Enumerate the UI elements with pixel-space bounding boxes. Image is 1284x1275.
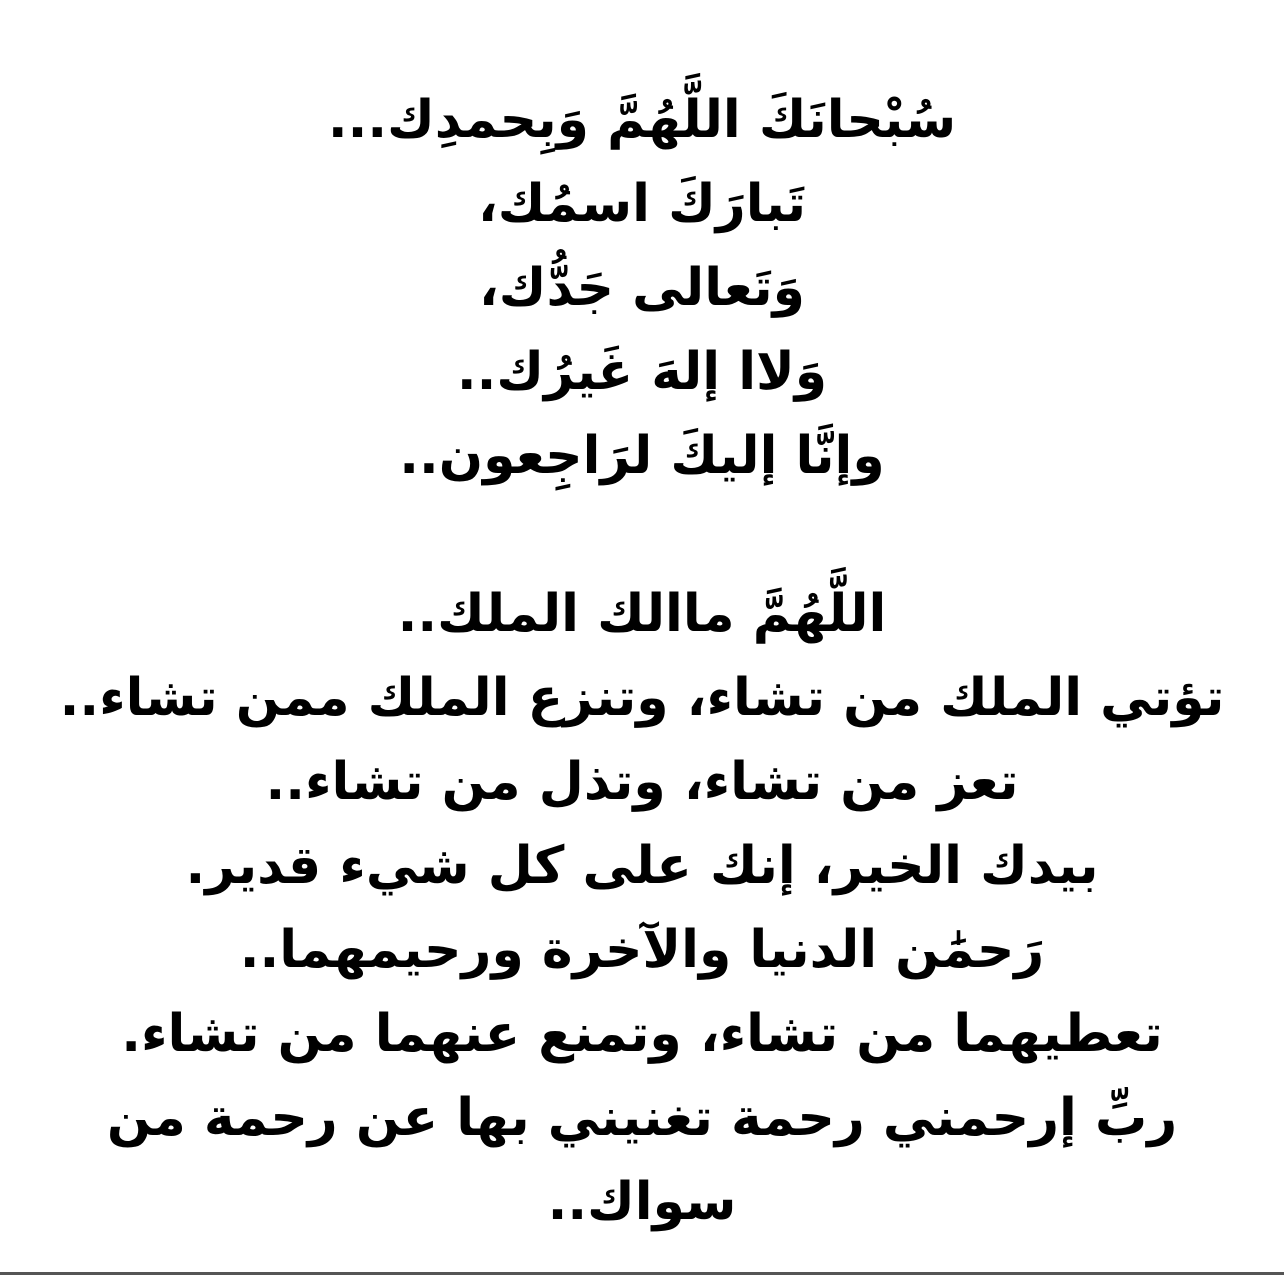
text-line: تعز من تشاء، وتذل من تشاء.. [265, 752, 1019, 812]
text-line: ربِّ إرحمني رحمة تغنيني بها عن رحمة من [106, 1088, 1178, 1148]
text-line: سواك.. [547, 1172, 737, 1232]
text-line: رَحمَٰن الدنيا والآخرة ورحيمهما.. [239, 920, 1045, 980]
text-line: بيدك الخير، إنك على كل شيء قدير. [185, 836, 1099, 896]
stanza-supplication [0, 572, 1284, 1244]
text-line: تعطيهما من تشاء، وتمنع عنهما من تشاء. [121, 1004, 1163, 1064]
text-line: تَبارَكَ اسمُك، [478, 174, 806, 234]
text-line: وَلاا إلهَ غَيرُك.. [456, 342, 828, 402]
text-line: تؤتي الملك من تشاء، وتنزع الملك ممن تشاء.. [59, 668, 1225, 728]
text-line: وإنَّا إليكَ لرَاجِعون.. [399, 426, 885, 486]
text-line: اللَّهُمَّ ماالك الملك.. [397, 584, 887, 644]
text-line: وَتَعالى جَدُّك، [479, 258, 805, 318]
stanza-glorification [0, 78, 1284, 498]
text-line: سُبْحانَكَ اللَّهُمَّ وَبِحمدِك... [327, 90, 957, 150]
